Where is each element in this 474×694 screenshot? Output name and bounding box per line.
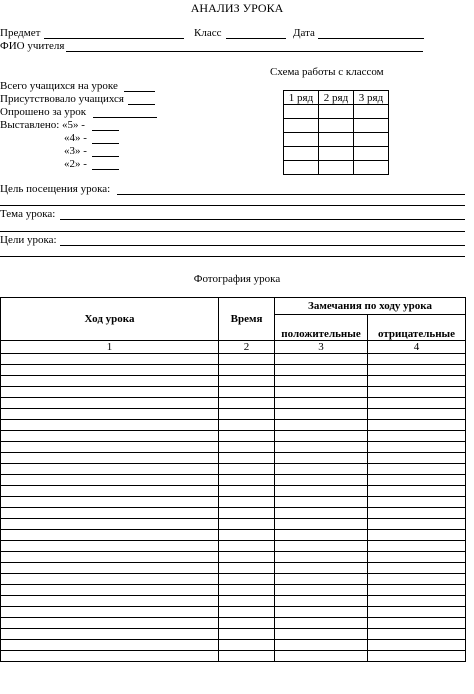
table-cell[interactable] xyxy=(275,629,368,640)
table-cell[interactable] xyxy=(275,541,368,552)
lesson-table xyxy=(0,297,466,662)
table-row xyxy=(1,409,466,420)
table-row xyxy=(1,541,466,552)
table-cell[interactable] xyxy=(1,376,219,387)
column-number: 3 xyxy=(275,341,368,354)
table-cell[interactable] xyxy=(219,376,275,387)
scheme-cell[interactable] xyxy=(354,147,389,161)
subject-field[interactable] xyxy=(44,38,184,39)
remarks-header: Замечания по ходу урока xyxy=(275,298,466,315)
table-cell[interactable] xyxy=(275,585,368,596)
table-cell[interactable] xyxy=(275,596,368,607)
table-cell[interactable] xyxy=(368,354,466,365)
table-cell[interactable] xyxy=(219,475,275,486)
table-cell[interactable] xyxy=(368,574,466,585)
table-row xyxy=(1,387,466,398)
scheme-cell[interactable] xyxy=(284,161,319,175)
table-cell[interactable] xyxy=(1,354,219,365)
scheme-cell[interactable] xyxy=(319,133,354,147)
table-row xyxy=(1,464,466,475)
table-row xyxy=(1,618,466,629)
grade-3-label: «3» - xyxy=(64,145,87,157)
date-label: Дата xyxy=(293,27,315,39)
grade-4-label: «4» - xyxy=(64,132,87,144)
table-cell[interactable] xyxy=(1,387,219,398)
table-cell[interactable] xyxy=(275,563,368,574)
table-cell[interactable] xyxy=(1,420,219,431)
asked-field[interactable] xyxy=(93,117,157,118)
table-row xyxy=(1,376,466,387)
column-number: 2 xyxy=(219,341,275,354)
table-cell[interactable] xyxy=(219,596,275,607)
table-row xyxy=(1,640,466,651)
present-field[interactable] xyxy=(128,104,155,105)
table-cell[interactable] xyxy=(275,442,368,453)
scheme-cell[interactable] xyxy=(319,147,354,161)
scheme-cell[interactable] xyxy=(354,133,389,147)
topic-field[interactable] xyxy=(60,219,465,220)
table-cell[interactable] xyxy=(219,453,275,464)
table-cell[interactable] xyxy=(368,541,466,552)
table-cell[interactable] xyxy=(275,409,368,420)
table-cell[interactable] xyxy=(1,486,219,497)
table-cell[interactable] xyxy=(219,420,275,431)
table-row xyxy=(1,563,466,574)
table-cell[interactable] xyxy=(275,530,368,541)
table-cell[interactable] xyxy=(368,640,466,651)
positive-header: положительные xyxy=(275,315,368,341)
table-cell[interactable] xyxy=(368,376,466,387)
table-cell[interactable] xyxy=(219,607,275,618)
table-cell[interactable] xyxy=(1,552,219,563)
table-cell[interactable] xyxy=(368,409,466,420)
table-cell[interactable] xyxy=(1,541,219,552)
table-cell[interactable] xyxy=(219,365,275,376)
table-cell[interactable] xyxy=(1,651,219,662)
scheme-cell[interactable] xyxy=(354,119,389,133)
table-row xyxy=(1,574,466,585)
table-cell[interactable] xyxy=(1,640,219,651)
table-cell[interactable] xyxy=(275,431,368,442)
table-row xyxy=(1,651,466,662)
table-cell[interactable] xyxy=(368,442,466,453)
table-cell[interactable] xyxy=(368,486,466,497)
scheme-cell[interactable] xyxy=(284,147,319,161)
goals-label: Цели урока: xyxy=(0,234,57,246)
table-cell[interactable] xyxy=(1,519,219,530)
table-cell[interactable] xyxy=(219,618,275,629)
subject-label: Предмет xyxy=(0,27,41,39)
teacher-label: ФИО учителя xyxy=(0,40,65,52)
table-cell[interactable] xyxy=(368,475,466,486)
scheme-cell[interactable] xyxy=(284,119,319,133)
scheme-cell[interactable] xyxy=(354,161,389,175)
table-row xyxy=(1,365,466,376)
table-cell[interactable] xyxy=(368,387,466,398)
table-row xyxy=(1,585,466,596)
table-cell[interactable] xyxy=(1,431,219,442)
table-cell[interactable] xyxy=(275,574,368,585)
table-cell[interactable] xyxy=(368,651,466,662)
table-cell[interactable] xyxy=(219,519,275,530)
date-field[interactable] xyxy=(318,38,424,39)
table-cell[interactable] xyxy=(368,464,466,475)
table-cell[interactable] xyxy=(1,453,219,464)
table-cell[interactable] xyxy=(1,585,219,596)
table-cell[interactable] xyxy=(1,508,219,519)
table-cell[interactable] xyxy=(219,354,275,365)
scheme-title: Схема работы с классом xyxy=(270,66,384,78)
table-row xyxy=(1,552,466,563)
table-cell[interactable] xyxy=(275,486,368,497)
table-cell[interactable] xyxy=(1,409,219,420)
table-cell[interactable] xyxy=(219,464,275,475)
table-cell[interactable] xyxy=(1,530,219,541)
table-cell[interactable] xyxy=(219,442,275,453)
table-cell[interactable] xyxy=(275,354,368,365)
table-row xyxy=(1,486,466,497)
table-row xyxy=(1,530,466,541)
class-field[interactable] xyxy=(226,38,286,39)
table-cell[interactable] xyxy=(219,640,275,651)
table-cell[interactable] xyxy=(368,497,466,508)
column-number: 1 xyxy=(1,341,219,354)
table-cell[interactable] xyxy=(368,365,466,376)
table-cell[interactable] xyxy=(219,530,275,541)
table-cell[interactable] xyxy=(275,552,368,563)
scheme-cell[interactable] xyxy=(319,119,354,133)
table-cell[interactable] xyxy=(219,497,275,508)
table-row xyxy=(1,420,466,431)
table-row xyxy=(1,596,466,607)
table-cell[interactable] xyxy=(219,552,275,563)
table-cell[interactable] xyxy=(1,398,219,409)
table-cell[interactable] xyxy=(275,464,368,475)
table-row xyxy=(1,354,466,365)
column-number: 4 xyxy=(368,341,466,354)
lesson-course-header: Ход урока xyxy=(1,298,219,341)
table-cell[interactable] xyxy=(275,376,368,387)
table-cell[interactable] xyxy=(275,398,368,409)
table-cell[interactable] xyxy=(275,365,368,376)
table-cell[interactable] xyxy=(368,431,466,442)
grade-2-label: «2» - xyxy=(64,158,87,170)
table-cell[interactable] xyxy=(275,497,368,508)
table-cell[interactable] xyxy=(368,563,466,574)
grade-4-field[interactable] xyxy=(92,143,119,144)
table-cell[interactable] xyxy=(275,618,368,629)
topic-field-2[interactable] xyxy=(0,231,465,232)
scheme-cell[interactable] xyxy=(284,105,319,119)
table-cell[interactable] xyxy=(275,420,368,431)
table-cell[interactable] xyxy=(275,607,368,618)
table-cell[interactable] xyxy=(1,442,219,453)
scheme-col-2: 2 ряд xyxy=(319,91,354,105)
table-cell[interactable] xyxy=(1,596,219,607)
table-cell[interactable] xyxy=(219,574,275,585)
table-cell[interactable] xyxy=(275,519,368,530)
table-cell[interactable] xyxy=(368,607,466,618)
table-cell[interactable] xyxy=(1,497,219,508)
table-cell[interactable] xyxy=(219,563,275,574)
page-title: АНАЛИЗ УРОКА xyxy=(190,1,284,15)
table-row xyxy=(1,607,466,618)
table-cell[interactable] xyxy=(219,651,275,662)
table-row xyxy=(1,431,466,442)
table-cell[interactable] xyxy=(219,486,275,497)
table-cell[interactable] xyxy=(275,651,368,662)
table-cell[interactable] xyxy=(368,519,466,530)
grade-3-field[interactable] xyxy=(92,156,119,157)
visit-goal-field-2[interactable] xyxy=(0,205,465,206)
table-cell[interactable] xyxy=(219,387,275,398)
scheme-cell[interactable] xyxy=(284,133,319,147)
present-label: Присутствовало учащихся xyxy=(0,93,124,105)
table-cell[interactable] xyxy=(1,464,219,475)
table-cell[interactable] xyxy=(368,618,466,629)
goals-field[interactable] xyxy=(60,245,465,246)
grade-2-field[interactable] xyxy=(92,169,119,170)
asked-label: Опрошено за урок xyxy=(0,106,87,118)
table-row xyxy=(1,442,466,453)
table-row xyxy=(1,475,466,486)
table-cell[interactable] xyxy=(1,618,219,629)
table-cell[interactable] xyxy=(219,409,275,420)
table-cell[interactable] xyxy=(1,365,219,376)
table-cell[interactable] xyxy=(219,398,275,409)
visit-goal-field[interactable] xyxy=(117,194,465,195)
table-row xyxy=(1,497,466,508)
time-header: Время xyxy=(219,298,275,341)
table-cell[interactable] xyxy=(368,629,466,640)
table-cell[interactable] xyxy=(368,508,466,519)
scheme-cell[interactable] xyxy=(354,105,389,119)
table-cell[interactable] xyxy=(275,508,368,519)
teacher-field[interactable] xyxy=(66,51,423,52)
table-cell[interactable] xyxy=(1,574,219,585)
scheme-cell[interactable] xyxy=(319,161,354,175)
total-label: Всего учащихся на уроке xyxy=(0,80,118,92)
visit-goal-label: Цель посещения урока: xyxy=(0,183,111,195)
scheme-col-1: 1 ряд xyxy=(284,91,319,105)
table-cell[interactable] xyxy=(1,475,219,486)
table-row xyxy=(1,508,466,519)
table-cell[interactable] xyxy=(275,475,368,486)
topic-label: Тема урока: xyxy=(0,208,56,220)
table-cell[interactable] xyxy=(368,596,466,607)
class-scheme-table xyxy=(283,90,389,175)
table-cell[interactable] xyxy=(275,387,368,398)
table-cell[interactable] xyxy=(368,453,466,464)
table-row xyxy=(1,629,466,640)
table-cell[interactable] xyxy=(219,431,275,442)
table-cell[interactable] xyxy=(368,585,466,596)
table-cell[interactable] xyxy=(368,530,466,541)
negative-header: отрицательные xyxy=(368,315,466,341)
table-cell[interactable] xyxy=(368,398,466,409)
table-row xyxy=(1,453,466,464)
table-row xyxy=(1,398,466,409)
goals-field-2[interactable] xyxy=(0,256,465,257)
grade-5-field[interactable] xyxy=(92,130,119,131)
table-cell[interactable] xyxy=(368,420,466,431)
scheme-cell[interactable] xyxy=(319,105,354,119)
scheme-col-3: 3 ряд xyxy=(354,91,389,105)
table-cell[interactable] xyxy=(1,629,219,640)
photo-title: Фотография урока xyxy=(193,273,281,285)
table-cell[interactable] xyxy=(1,607,219,618)
table-cell[interactable] xyxy=(368,552,466,563)
table-cell[interactable] xyxy=(275,640,368,651)
table-cell[interactable] xyxy=(219,508,275,519)
table-cell[interactable] xyxy=(1,563,219,574)
table-cell[interactable] xyxy=(275,453,368,464)
table-cell[interactable] xyxy=(219,629,275,640)
total-field[interactable] xyxy=(124,91,155,92)
table-row xyxy=(1,519,466,530)
table-cell[interactable] xyxy=(219,585,275,596)
class-label: Класс xyxy=(194,27,222,39)
table-cell[interactable] xyxy=(219,541,275,552)
graded-5-label: Выставлено: «5» - xyxy=(0,119,85,131)
